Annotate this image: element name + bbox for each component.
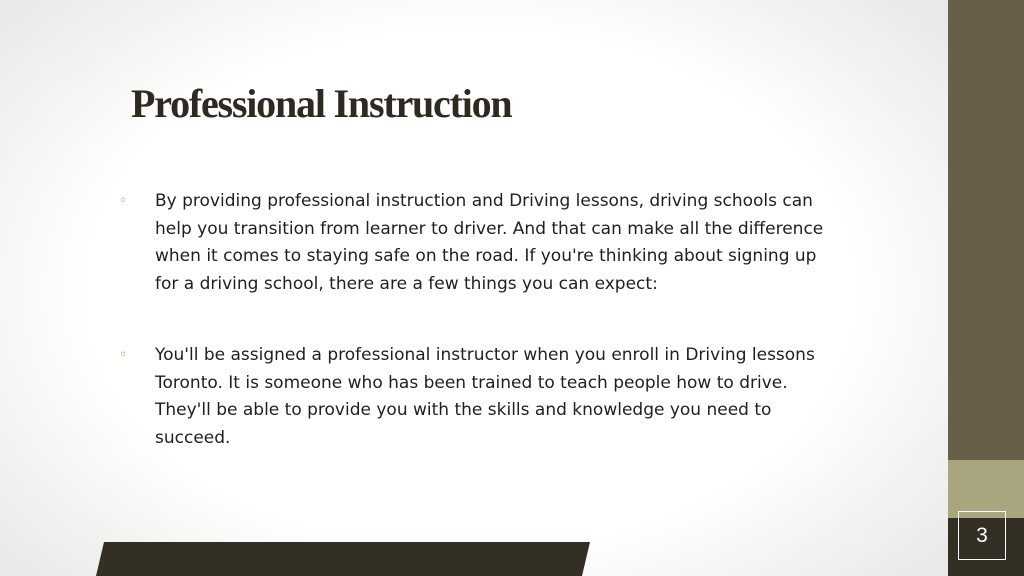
bottom-decorative-bar xyxy=(96,542,590,576)
bullet-list xyxy=(118,188,838,496)
bullet-marker-icon: ◦ xyxy=(119,193,128,209)
right-accent-band-light xyxy=(948,460,1024,518)
slide-title: Professional Instruction xyxy=(131,81,512,126)
slide-number: 3 xyxy=(958,511,1006,560)
bullet-item xyxy=(118,188,838,298)
bullet-marker-icon: ◦ xyxy=(119,347,128,363)
bullet-item xyxy=(118,342,838,452)
bullet-text: You'll be assigned a professional instructor when you enroll in Driving lessons Toronto. It is someone who has been trained to teach people how to drive. They'll be able to provide you with the skills and knowledge you need to succeed. xyxy=(155,345,815,448)
right-accent-band xyxy=(948,0,1024,460)
bullet-text: By providing professional instruction and Driving lessons, driving schools can help you transition from learner to driver. And that can make all the difference when it comes to staying safe on the road. If you're thinking about signing up for a driving school, there are a few things you can expect: xyxy=(155,191,824,294)
